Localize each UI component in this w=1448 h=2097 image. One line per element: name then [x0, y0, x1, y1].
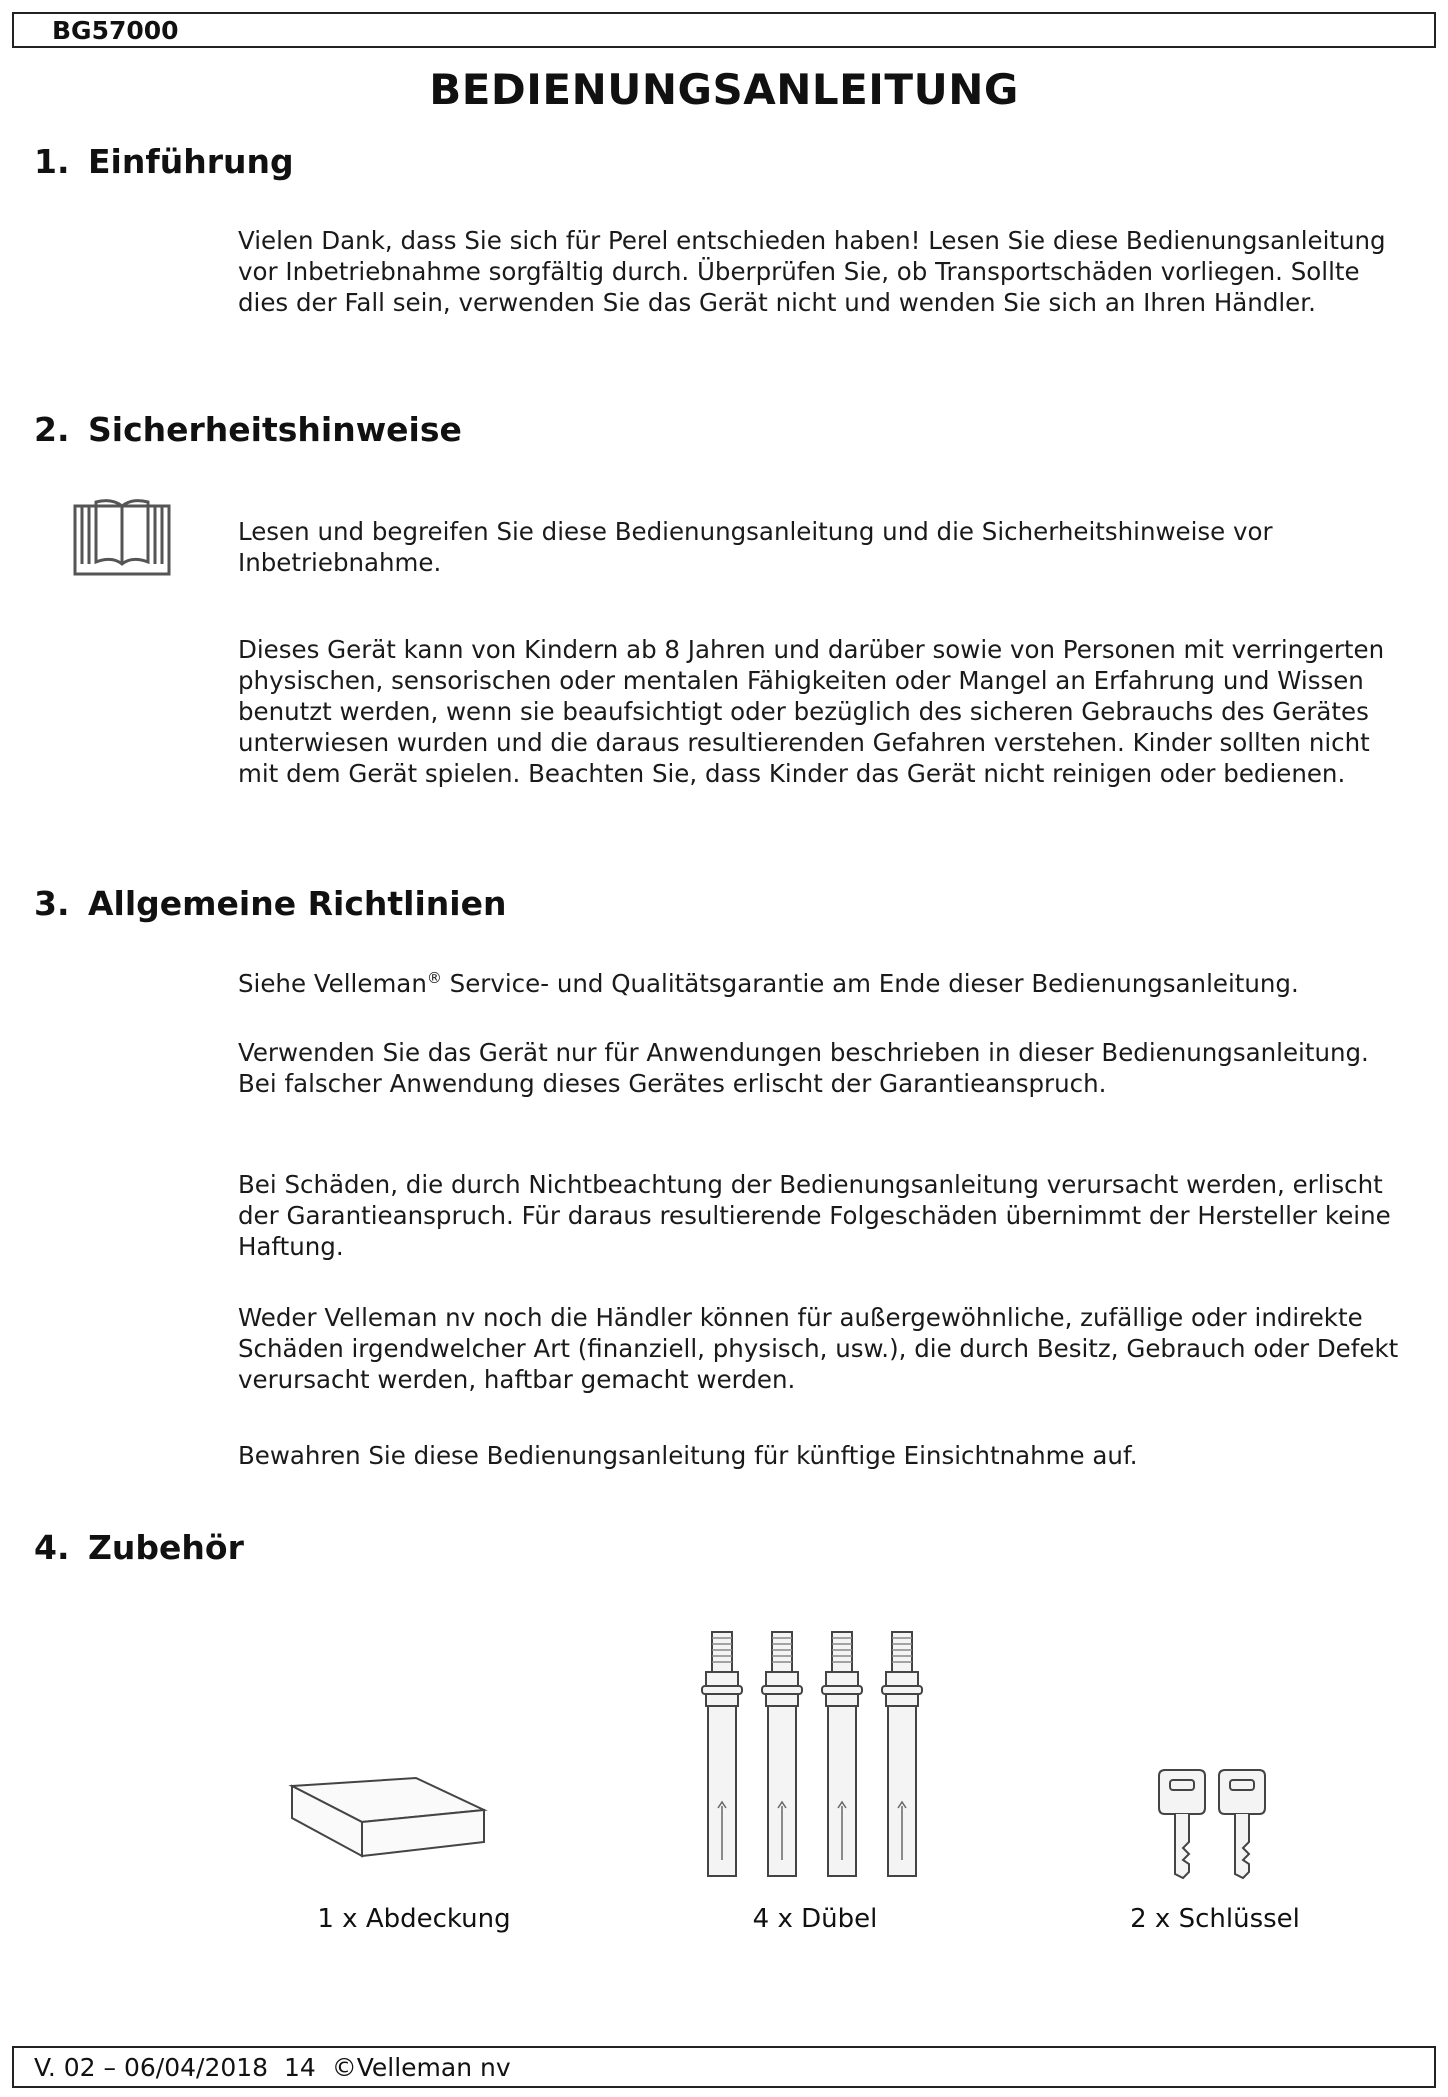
footer-box — [12, 2046, 1436, 2088]
intro-paragraph: Vielen Dank, dass Sie sich für Perel entschieden haben! Lesen Sie diese Bedienungsanleitung vor Inbetriebnahme sorgfältig durch. Überprüfen Sie, ob Transportschäden vorliegen. Sollte dies der Fall sein, verwenden Sie das Gerät nicht und wenden Sie sich an Ihren Händler. — [238, 226, 1386, 317]
guidelines-damage-paragraph: Bei Schäden, die durch Nichtbeachtung der Bedienungsanleitung verursacht werden, erlischt der Garantieanspruch. Für daraus resultierende Folgeschäden übernimmt der Hersteller keine Haftung. — [238, 1170, 1391, 1261]
header-box — [12, 12, 1436, 48]
guidelines-keep-paragraph: Bewahren Sie diese Bedienungsanleitung für künftige Einsichtnahme auf. — [238, 1441, 1138, 1470]
safety-children-paragraph: Dieses Gerät kann von Kindern ab 8 Jahren und darüber sowie von Personen mit verringerten physischen, sensorischen oder mentalen Fähigkeiten oder Mangel an Erfahrung und Wissen benutzt werden, wenn sie beaufsichtigt oder bezüglich des sicheren Gebrauchs des Gerätes unterwiesen wurden und die daraus resultierenden Gefahren verstehen. Kinder sollten nicht mit dem Gerät spielen. Beachten Sie, dass Kinder das Gerät nicht reinigen oder bedienen. — [238, 635, 1385, 788]
guidelines-usage-paragraph: Verwenden Sie das Gerät nur für Anwendungen beschrieben in dieser Bedienungsanleitung. Bei falscher Anwendung dieses Gerätes erlischt der Garantieanspruch. — [238, 1038, 1369, 1098]
footer-version: V. 02 – 06/04/2018 — [34, 2053, 269, 2082]
book-icon — [72, 498, 172, 578]
cover-plate-icon — [288, 1772, 488, 1862]
footer-page-number: 14 — [283, 2053, 316, 2082]
safety-read-paragraph: Lesen und begreifen Sie diese Bedienungsanleitung und die Sicherheitshinweise vor Inbetriebnahme. — [238, 517, 1273, 577]
anchor-bolts-icon — [700, 1628, 930, 1882]
model-number: BG57000 — [52, 16, 179, 45]
section-heading-safety: 2. Sicherheitshinweise — [34, 410, 462, 449]
guidelines-liability-paragraph: Weder Velleman nv noch die Händler können für außergewöhnliche, zufällige oder indirekte Schäden irgendwelcher Art (finanziell, physisch, usw.), die durch Besitz, Gebrauch oder Defekt verursacht werden, haftbar gemacht werden. — [238, 1303, 1399, 1394]
accessory-caption-keys: 2 x Schlüssel — [1130, 1904, 1300, 1934]
footer-text — [34, 2053, 511, 2083]
document-title: BEDIENUNGSANLEITUNG — [429, 65, 1019, 114]
section-heading-guidelines: 3. Allgemeine Richtlinien — [34, 884, 507, 923]
keys-icon — [1155, 1768, 1275, 1880]
section-heading-intro: 1. Einführung — [34, 142, 294, 181]
footer-copyright: ©Velleman nv — [331, 2053, 511, 2082]
section-heading-accessories: 4. Zubehör — [34, 1528, 244, 1567]
accessory-caption-cover: 1 x Abdeckung — [317, 1904, 511, 1934]
accessory-caption-anchors: 4 x Dübel — [752, 1904, 878, 1934]
guidelines-warranty-paragraph: Siehe Velleman® Service- und Qualitätsgarantie am Ende dieser Bedienungsanleitung. — [238, 968, 1299, 998]
